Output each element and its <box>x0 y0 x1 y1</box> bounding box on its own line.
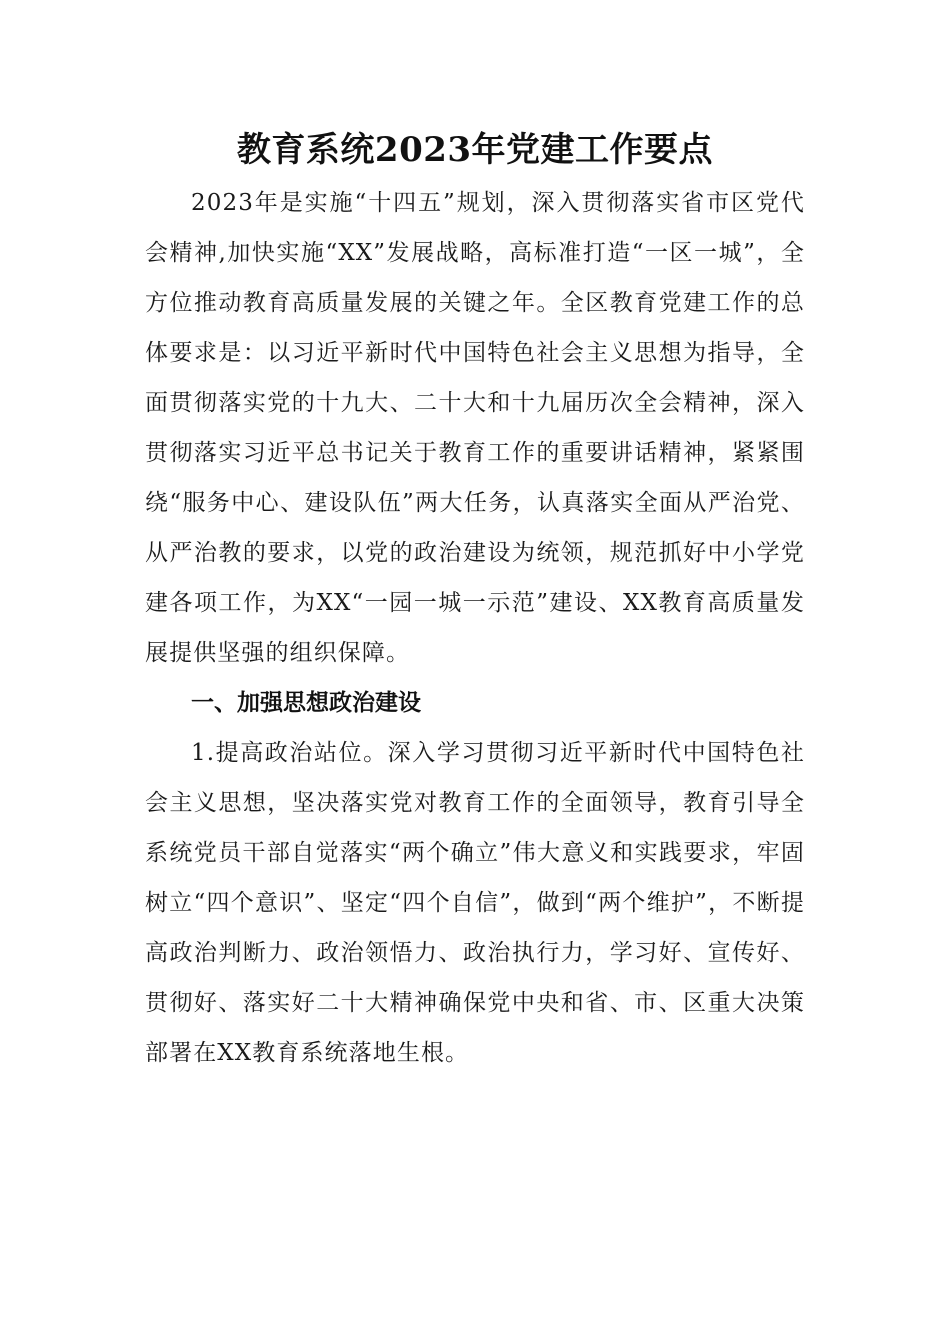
section-heading-1: 一、加强思想政治建设 <box>191 690 421 716</box>
section-1-paragraph-1: 1.提高政治站位。深入学习贯彻习近平新时代中国特色社会主义思想，坚决落实党对教育工作的全面领导，教育引导全系统党员干部自觉落实“两个确立”伟大意义和实践要求，牢固树立“四个意识”、坚定“四个自信”，做到“两个维护”，不断提高政治判断力、政治领悟力、政治执行力，学习好、宣传好、贯彻好、落实好二十大精神确保党中央和省、市、区重大决策部署在XX教育系统落地生根。 <box>145 740 805 1066</box>
document-body <box>145 122 805 1078</box>
document-title: 教育系统2023年党建工作要点 <box>236 130 714 170</box>
intro-paragraph: 2023年是实施“十四五”规划，深入贯彻落实省市区党代会精神,加快实施“XX”发展战略，高标准打造“一区一城”，全方位推动教育高质量发展的关键之年。全区教育党建工作的总体要求是：以习近平新时代中国特色社会主义思想为指导，全面贯彻落实党的十九大、二十大和十九届历次全会精神，深入贯彻落实习近平总书记关于教育工作的重要讲话精神，紧紧围绕“服务中心、建设队伍”两大任务，认真落实全面从严治党、从严治教的要求，以党的政治建设为统领，规范抓好中小学党建各项工作，为XX“一园一城一示范”建设、XX教育高质量发展提供坚强的组织保障。 <box>145 190 805 666</box>
